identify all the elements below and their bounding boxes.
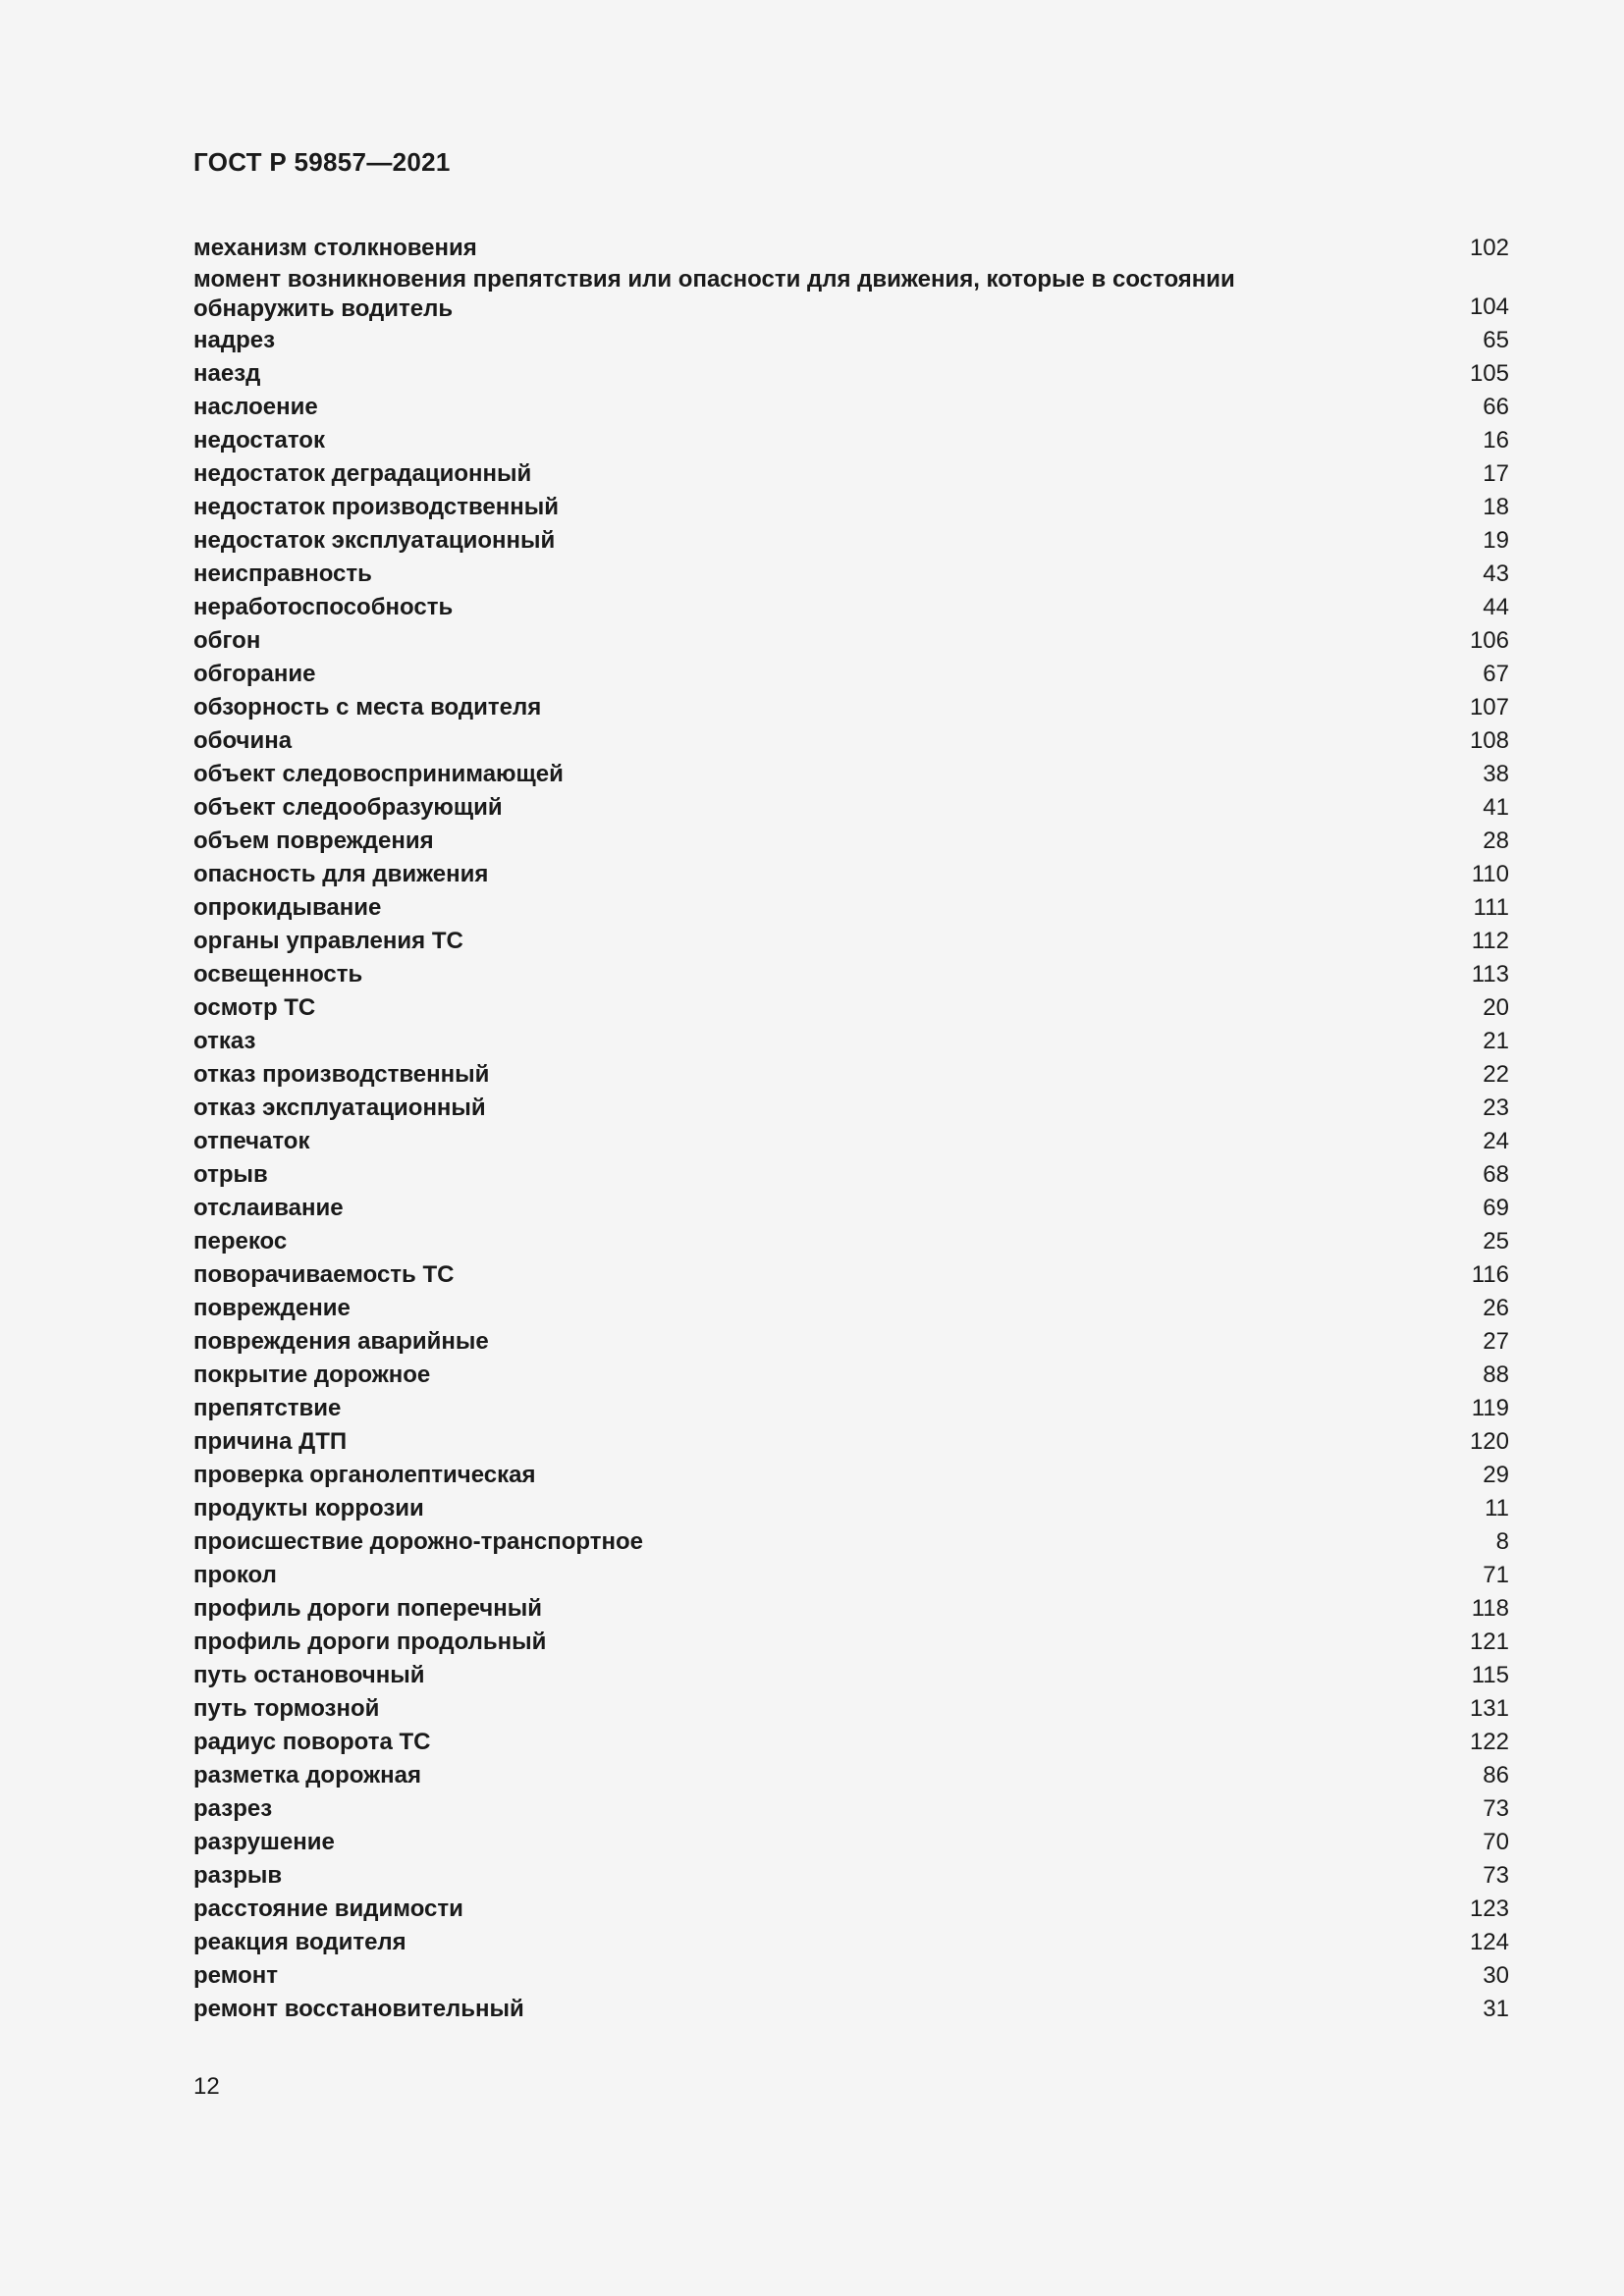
index-term: отказ <box>193 1028 256 1054</box>
index-row <box>193 1325 1509 1359</box>
document-header: ГОСТ Р 59857—2021 <box>193 147 451 177</box>
index-page-ref: 38 <box>1483 761 1509 787</box>
index-row <box>193 724 1509 758</box>
index-row <box>193 324 1509 357</box>
index-row <box>193 758 1509 791</box>
index-row <box>193 457 1509 491</box>
index-page-ref: 21 <box>1483 1028 1509 1054</box>
index-term: разрыв <box>193 1862 283 1889</box>
index-page-ref: 29 <box>1483 1462 1509 1488</box>
index-term: опасность для движения <box>193 861 489 887</box>
index-row <box>193 1959 1509 1993</box>
index-page-ref: 121 <box>1469 1629 1509 1655</box>
index-row <box>193 1258 1509 1292</box>
index-term: объект следовоспринимающей <box>193 761 564 787</box>
index-term: обочина <box>193 727 293 754</box>
index-page-ref: 66 <box>1483 394 1509 420</box>
index-term: опрокидывание <box>193 894 382 921</box>
index-page-ref: 107 <box>1469 694 1509 721</box>
index-page-ref: 106 <box>1469 627 1509 654</box>
index-term: путь тормозной <box>193 1695 380 1722</box>
index-page-ref: 19 <box>1483 527 1509 554</box>
index-row <box>193 1692 1509 1726</box>
index-row <box>193 925 1509 958</box>
index-page-ref: 71 <box>1483 1562 1509 1588</box>
index-term: осмотр ТС <box>193 994 316 1021</box>
index-page-ref: 30 <box>1483 1962 1509 1989</box>
index-term: перекос <box>193 1228 288 1255</box>
index-row <box>193 891 1509 925</box>
index-term: неисправность <box>193 561 372 587</box>
index-term: покрытие дорожное <box>193 1362 431 1388</box>
index-row <box>193 1926 1509 1959</box>
index-row <box>193 1726 1509 1759</box>
index-term: профиль дороги продольный <box>193 1629 547 1655</box>
index-term: механизм столкновения <box>193 235 477 261</box>
term-index-list <box>193 232 1509 2026</box>
index-row <box>193 1525 1509 1559</box>
index-page-ref: 123 <box>1469 1896 1509 1922</box>
index-term: обгон <box>193 627 261 654</box>
index-term: недостаток <box>193 427 325 454</box>
index-term: наслоение <box>193 394 318 420</box>
index-term: момент возникновения препятствия или опасности для движения, которые в состоянии обнаружить водитель <box>193 266 1235 322</box>
index-page-ref: 17 <box>1483 460 1509 487</box>
index-row <box>193 1125 1509 1158</box>
index-row <box>193 591 1509 624</box>
index-page-ref: 8 <box>1495 1528 1509 1555</box>
index-page-ref: 41 <box>1483 794 1509 821</box>
index-term: продукты коррозии <box>193 1495 424 1522</box>
index-term: недостаток эксплуатационный <box>193 527 556 554</box>
index-term: отслаивание <box>193 1195 344 1221</box>
index-page-ref: 20 <box>1483 994 1509 1021</box>
index-term: недостаток производственный <box>193 494 559 520</box>
index-term: реакция водителя <box>193 1929 406 1955</box>
index-term: разрушение <box>193 1829 335 1855</box>
index-row <box>193 1993 1509 2026</box>
index-term: разметка дорожная <box>193 1762 421 1789</box>
index-term: расстояние видимости <box>193 1896 463 1922</box>
index-page-ref: 120 <box>1469 1428 1509 1455</box>
index-page-ref: 116 <box>1471 1261 1509 1288</box>
index-row <box>193 691 1509 724</box>
index-page-ref: 68 <box>1483 1161 1509 1188</box>
index-term: ремонт <box>193 1962 279 1989</box>
index-row <box>193 558 1509 591</box>
index-page-ref: 102 <box>1469 235 1509 261</box>
index-page-ref: 119 <box>1471 1395 1509 1421</box>
index-page-ref: 111 <box>1473 894 1509 921</box>
index-term: разрез <box>193 1795 273 1822</box>
index-page-ref: 73 <box>1483 1862 1509 1889</box>
index-term: неработоспособность <box>193 594 454 620</box>
index-page-ref: 11 <box>1485 1495 1509 1522</box>
index-row <box>193 858 1509 891</box>
index-page-ref: 104 <box>1469 294 1509 320</box>
index-page-ref: 108 <box>1469 727 1509 754</box>
index-row <box>193 1859 1509 1893</box>
index-row <box>193 1893 1509 1926</box>
index-page-ref: 113 <box>1471 961 1509 988</box>
index-row <box>193 1759 1509 1792</box>
index-term: профиль дороги поперечный <box>193 1595 542 1622</box>
index-page-ref: 122 <box>1469 1729 1509 1755</box>
index-page-ref: 112 <box>1471 928 1509 954</box>
index-page-ref: 88 <box>1483 1362 1509 1388</box>
index-row <box>193 1225 1509 1258</box>
index-row <box>193 1559 1509 1592</box>
index-page-ref: 70 <box>1483 1829 1509 1855</box>
index-page-ref: 26 <box>1483 1295 1509 1321</box>
index-term: отрыв <box>193 1161 268 1188</box>
index-term: отказ производственный <box>193 1061 490 1088</box>
index-page-ref: 65 <box>1483 327 1509 353</box>
index-row <box>193 1025 1509 1058</box>
index-term: объем повреждения <box>193 828 434 854</box>
index-row <box>193 658 1509 691</box>
index-page-ref: 118 <box>1471 1595 1509 1622</box>
index-page-ref: 73 <box>1483 1795 1509 1822</box>
index-page-ref: 124 <box>1469 1929 1509 1955</box>
index-row <box>193 491 1509 524</box>
index-row <box>193 624 1509 658</box>
index-term: освещенность <box>193 961 363 988</box>
index-term: обзорность с места водителя <box>193 694 542 721</box>
index-page-ref: 25 <box>1483 1228 1509 1255</box>
index-page-ref: 23 <box>1483 1095 1509 1121</box>
index-row <box>193 1659 1509 1692</box>
index-term: органы управления ТС <box>193 928 463 954</box>
index-row <box>193 1792 1509 1826</box>
index-row <box>193 1626 1509 1659</box>
index-row <box>193 1158 1509 1192</box>
index-row <box>193 1826 1509 1859</box>
index-term: происшествие дорожно-транспортное <box>193 1528 644 1555</box>
index-term: наезд <box>193 360 261 387</box>
index-row <box>193 1359 1509 1392</box>
index-term: недостаток деградационный <box>193 460 532 487</box>
index-page-ref: 67 <box>1483 661 1509 687</box>
index-term: повреждение <box>193 1295 351 1321</box>
index-row <box>193 1292 1509 1325</box>
index-page-ref: 28 <box>1483 828 1509 854</box>
index-page-ref: 16 <box>1483 427 1509 454</box>
index-row <box>193 424 1509 457</box>
index-row <box>193 1192 1509 1225</box>
index-term: прокол <box>193 1562 277 1588</box>
index-row <box>193 1459 1509 1492</box>
index-term: повреждения аварийные <box>193 1328 489 1355</box>
index-page-ref: 115 <box>1471 1662 1509 1688</box>
index-page-ref: 44 <box>1483 594 1509 620</box>
index-term: отпечаток <box>193 1128 310 1154</box>
index-page-ref: 86 <box>1483 1762 1509 1789</box>
index-row <box>193 391 1509 424</box>
index-term: надрез <box>193 327 276 353</box>
index-term: ремонт восстановительный <box>193 1996 524 2022</box>
index-term: отказ эксплуатационный <box>193 1095 486 1121</box>
page-number: 12 <box>193 2073 220 2100</box>
index-term: проверка органолептическая <box>193 1462 536 1488</box>
index-row <box>193 958 1509 991</box>
index-page-ref: 27 <box>1483 1328 1509 1355</box>
index-term: путь остановочный <box>193 1662 425 1688</box>
index-term: радиус поворота ТС <box>193 1729 431 1755</box>
index-term: обгорание <box>193 661 316 687</box>
index-row <box>193 524 1509 558</box>
index-row <box>193 991 1509 1025</box>
index-page-ref: 43 <box>1483 561 1509 587</box>
index-term: объект следообразующий <box>193 794 503 821</box>
index-term: причина ДТП <box>193 1428 348 1455</box>
index-row <box>193 1392 1509 1425</box>
index-row <box>193 1058 1509 1092</box>
index-page-ref: 18 <box>1483 494 1509 520</box>
index-row <box>193 1425 1509 1459</box>
index-page-ref: 110 <box>1471 861 1509 887</box>
index-page-ref: 105 <box>1469 360 1509 387</box>
index-page-ref: 31 <box>1483 1996 1509 2022</box>
index-row <box>193 1492 1509 1525</box>
index-row <box>193 265 1509 324</box>
index-row <box>193 791 1509 825</box>
index-page-ref: 22 <box>1483 1061 1509 1088</box>
index-row <box>193 825 1509 858</box>
index-term: препятствие <box>193 1395 342 1421</box>
index-page-ref: 131 <box>1469 1695 1509 1722</box>
index-row <box>193 357 1509 391</box>
index-page-ref: 24 <box>1483 1128 1509 1154</box>
index-row <box>193 1592 1509 1626</box>
index-row <box>193 1092 1509 1125</box>
index-row <box>193 232 1509 265</box>
index-term: поворачиваемость ТС <box>193 1261 455 1288</box>
index-page-ref: 69 <box>1483 1195 1509 1221</box>
